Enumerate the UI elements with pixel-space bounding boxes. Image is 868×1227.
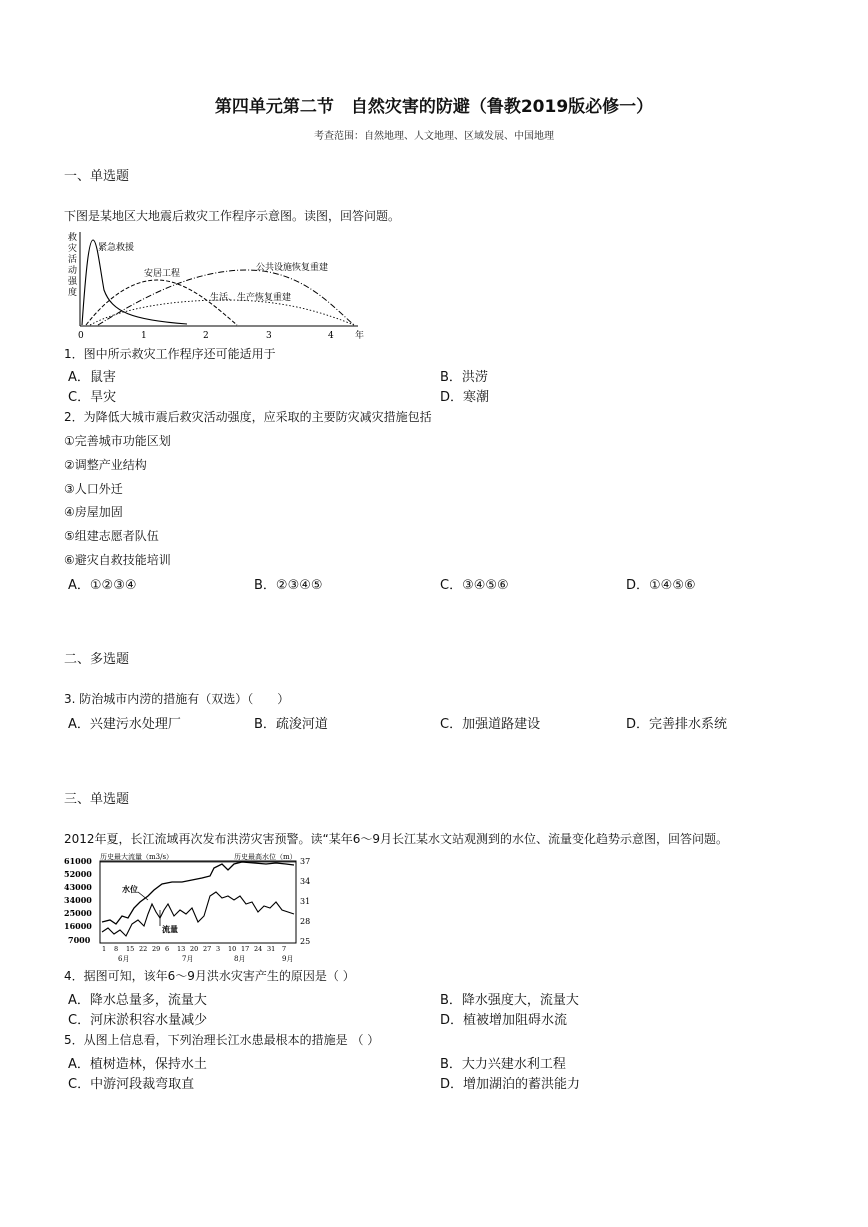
question-2-item: ②调整产业结构 xyxy=(64,458,147,472)
left-axis-header: 历史最大流量（m3/s） xyxy=(100,853,174,861)
question-5-option-d[interactable]: D．增加湖泊的蓄洪能力 xyxy=(440,1077,581,1092)
question-group-intro-3: 2012年夏，长江流域再次发布洪涝灾害预警。读“某年6～9月长江某水文站观测到的水位、流量变化趋势示意图，回答问题。 xyxy=(64,832,729,846)
level-pointer xyxy=(138,892,148,900)
y-label-char: 强 xyxy=(68,277,78,287)
question-4-option-b[interactable]: B．降水强度大，流量大 xyxy=(440,993,579,1008)
question-1-option-d[interactable]: D．寒潮 xyxy=(440,390,490,405)
x-tick: 27 xyxy=(203,945,212,953)
question-1-option-b[interactable]: B．洪涝 xyxy=(440,370,488,385)
x-tick: 13 xyxy=(177,945,186,953)
y-label-char: 灾 xyxy=(68,244,78,254)
x-tick: 4 xyxy=(328,331,334,341)
curve-life-production xyxy=(90,300,354,325)
left-tick: 52000 xyxy=(64,869,92,879)
x-tick: 7 xyxy=(282,945,287,953)
question-4-option-a[interactable]: A．降水总量多，流量大 xyxy=(68,993,207,1008)
month-label: 8月 xyxy=(234,955,246,963)
right-tick: 28 xyxy=(300,917,311,926)
right-tick: 25 xyxy=(300,937,311,946)
curve-label: 安居工程 xyxy=(144,269,181,279)
x-tick: 20 xyxy=(190,945,199,953)
section-heading-3: 三、单选题 xyxy=(64,792,130,807)
y-label-char: 救 xyxy=(68,233,78,243)
question-2-option-d[interactable]: D．①④⑤⑥ xyxy=(626,578,696,593)
x-tick: 2 xyxy=(203,331,209,341)
page-title: 第四单元第二节 自然灾害的防避（鲁教2019版必修一） xyxy=(214,97,654,117)
question-3-option-b[interactable]: B．疏浚河道 xyxy=(254,717,328,732)
question-3-option-d[interactable]: D．完善排水系统 xyxy=(626,717,728,732)
question-1-stem: 1．图中所示救灾工作程序还可能适用于 xyxy=(64,347,276,361)
x-tick: 0 xyxy=(78,331,84,341)
page-subtitle: 考查范围：自然地理、人文地理、区域发展、中国地理 xyxy=(314,131,554,142)
question-5-option-c[interactable]: C．中游河段裁弯取直 xyxy=(68,1077,195,1092)
left-tick: 25000 xyxy=(64,908,92,918)
left-tick: 16000 xyxy=(64,921,92,931)
x-tick: 3 xyxy=(266,331,272,341)
left-tick: 43000 xyxy=(64,882,92,892)
right-tick: 31 xyxy=(300,897,311,906)
right-tick: 34 xyxy=(300,877,311,886)
level-label: 水位 xyxy=(122,884,138,894)
question-2-item: ⑤组建志愿者队伍 xyxy=(64,529,159,543)
question-4-stem: 4．据图可知，该年6～9月洪水灾害产生的原因是（ ） xyxy=(64,969,355,983)
question-1-option-c[interactable]: C．旱灾 xyxy=(68,390,117,405)
x-tick: 24 xyxy=(254,945,263,953)
question-2-option-b[interactable]: B．②③④⑤ xyxy=(254,578,323,593)
question-group-intro-1: 下图是某地区大地震后救灾工作程序示意图。读图，回答问题。 xyxy=(64,209,401,223)
question-5-option-a[interactable]: A．植树造林，保持水土 xyxy=(68,1057,207,1072)
question-2-option-a[interactable]: A．①②③④ xyxy=(68,578,137,593)
x-tick: 6 xyxy=(165,945,170,953)
question-3-option-a[interactable]: A．兴建污水处理厂 xyxy=(68,717,181,732)
question-5-option-b[interactable]: B．大力兴建水利工程 xyxy=(440,1057,566,1072)
left-tick: 61000 xyxy=(64,856,92,866)
question-2-item: ⑥避灾自救技能培训 xyxy=(64,553,171,567)
water-level-flow-figure xyxy=(62,852,332,964)
question-1-option-a[interactable]: A．鼠害 xyxy=(68,370,116,385)
x-tick: 3 xyxy=(216,945,221,953)
question-3-option-c[interactable]: C．加强道路建设 xyxy=(440,717,541,732)
question-3-stem: 3. 防治城市内涝的措施有（双选）（ ） xyxy=(64,692,290,706)
question-5-stem: 5．从图上信息看，下列治理长江水患最根本的措施是 （ ） xyxy=(64,1033,380,1047)
x-tick: 17 xyxy=(241,945,250,953)
x-tick: 22 xyxy=(139,945,148,953)
question-2-item: ①完善城市功能区划 xyxy=(64,434,171,448)
right-axis-header: 历史最高水位（m） xyxy=(234,853,297,861)
month-label: 9月 xyxy=(282,955,294,963)
flow-label: 流量 xyxy=(162,924,178,934)
section-heading-1: 一、单选题 xyxy=(64,169,130,184)
question-2-item: ③人口外迁 xyxy=(64,482,123,496)
x-tick: 1 xyxy=(102,945,107,953)
question-4-option-c[interactable]: C．河床淤积容水量减少 xyxy=(68,1013,208,1028)
y-label-char: 度 xyxy=(68,288,78,298)
x-tick: 1 xyxy=(141,331,147,341)
x-tick: 15 xyxy=(126,945,135,953)
question-4-option-d[interactable]: D．植被增加阻碍水流 xyxy=(440,1013,568,1028)
question-2-option-c[interactable]: C．③④⑤⑥ xyxy=(440,578,509,593)
x-tick: 29 xyxy=(152,945,161,953)
question-2-stem: 2．为降低大城市震后救灾活动强度，应采取的主要防灾减灾措施包括 xyxy=(64,410,432,424)
x-unit: 年 xyxy=(355,331,365,341)
y-label-char: 活 xyxy=(68,255,78,265)
curve-label: 紧急救援 xyxy=(98,243,135,253)
left-tick: 34000 xyxy=(64,895,92,905)
x-tick: 10 xyxy=(228,945,237,953)
plot-frame xyxy=(100,861,296,943)
curve-label: 公共设施恢复重建 xyxy=(256,263,329,273)
x-tick: 31 xyxy=(267,945,276,953)
question-2-item: ④房屋加固 xyxy=(64,505,123,519)
right-tick: 37 xyxy=(300,857,311,866)
x-tick: 8 xyxy=(114,945,119,953)
y-label-char: 动 xyxy=(68,266,78,276)
month-label: 6月 xyxy=(118,955,130,963)
section-heading-2: 二、多选题 xyxy=(64,652,130,667)
month-label: 7月 xyxy=(182,955,194,963)
curve-label: 生活、生产恢复重建 xyxy=(210,293,292,303)
relief-procedure-figure xyxy=(62,228,374,344)
left-tick: 7000 xyxy=(68,935,91,945)
